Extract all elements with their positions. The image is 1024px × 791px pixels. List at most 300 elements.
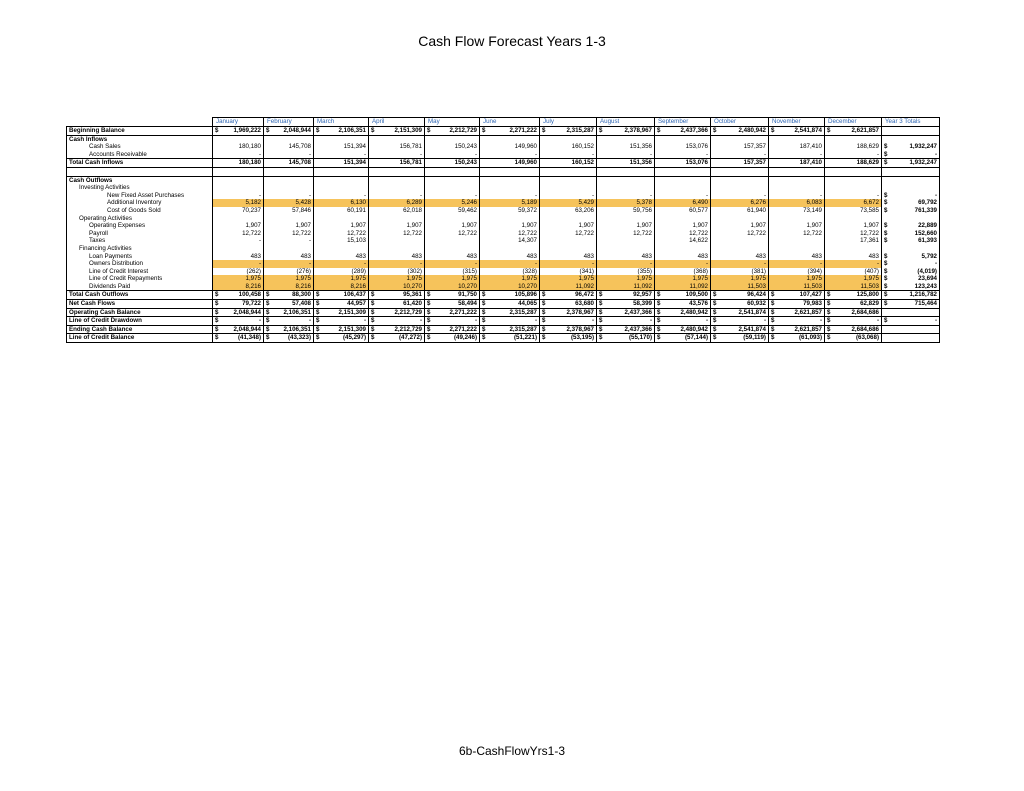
- table-row: [67, 222, 940, 230]
- value-cell: [264, 184, 314, 192]
- value-cell: $ 2,684,686: [825, 308, 882, 317]
- value-cell: 60,191: [314, 207, 369, 215]
- table-row: [67, 237, 940, 245]
- value-cell: 12,722: [769, 230, 825, 238]
- value-cell: $ 2,621,857: [769, 308, 825, 317]
- column-header: April: [369, 118, 425, 127]
- table-body: [67, 127, 940, 343]
- value-cell: 145,708: [264, 143, 314, 151]
- value-cell: 157,357: [711, 159, 769, 168]
- value-cell: 1,907: [769, 222, 825, 230]
- row-label: Financing Activities: [67, 245, 213, 253]
- value-cell: 8,216: [213, 283, 264, 291]
- row-label: Cash Inflows: [67, 135, 213, 143]
- value-cell: $ (63,068): [825, 334, 882, 343]
- row-label: Line of Credit Repayments: [67, 275, 213, 283]
- value-cell: $ 2,271,222: [425, 325, 480, 334]
- row-label: Total Cash Inflows: [67, 159, 213, 168]
- value-cell: 11,092: [655, 283, 711, 291]
- value-cell: (368): [655, 268, 711, 276]
- sheet-name: 6b-CashFlowYrs1-3: [458, 744, 566, 758]
- value-cell: [825, 176, 882, 184]
- year-total-cell: $ 1,932,247: [882, 143, 940, 151]
- value-cell: $ 2,106,351: [264, 325, 314, 334]
- value-cell: [711, 167, 769, 176]
- value-cell: $ 2,480,942: [711, 127, 769, 136]
- value-cell: [540, 167, 597, 176]
- value-cell: (328): [480, 268, 540, 276]
- row-label: Cash Sales: [67, 143, 213, 151]
- value-cell: 483: [825, 253, 882, 261]
- row-label: Owners Distribution: [67, 260, 213, 268]
- value-cell: 187,410: [769, 143, 825, 151]
- value-cell: 12,722: [369, 230, 425, 238]
- value-cell: $ (61,093): [769, 334, 825, 343]
- value-cell: -: [264, 192, 314, 200]
- year-total-cell: $ -: [882, 151, 940, 159]
- value-cell: $ 2,212,729: [369, 325, 425, 334]
- value-cell: [540, 245, 597, 253]
- value-cell: 1,975: [425, 275, 480, 283]
- value-cell: $ -: [825, 317, 882, 326]
- value-cell: 1,975: [314, 275, 369, 283]
- column-header: November: [769, 118, 825, 127]
- value-cell: [369, 167, 425, 176]
- value-cell: $ -: [540, 317, 597, 326]
- year-total-cell: $ (4,019): [882, 268, 940, 276]
- value-cell: [369, 135, 425, 143]
- year-total-cell: $ 5,792: [882, 253, 940, 261]
- value-cell: [825, 245, 882, 253]
- table-row: [67, 325, 940, 334]
- value-cell: 73,149: [769, 207, 825, 215]
- value-cell: [655, 135, 711, 143]
- value-cell: 1,975: [825, 275, 882, 283]
- value-cell: [213, 135, 264, 143]
- value-cell: $ -: [597, 317, 655, 326]
- value-cell: 11,092: [597, 283, 655, 291]
- value-cell: $ 2,437,366: [597, 308, 655, 317]
- value-cell: 1,975: [711, 275, 769, 283]
- row-label: Dividends Paid: [67, 283, 213, 291]
- value-cell: 1,907: [711, 222, 769, 230]
- row-label: Payroll: [67, 230, 213, 238]
- value-cell: [314, 245, 369, 253]
- value-cell: 12,722: [540, 230, 597, 238]
- column-header: December: [825, 118, 882, 127]
- value-cell: 1,975: [597, 275, 655, 283]
- value-cell: [825, 215, 882, 223]
- value-cell: [540, 237, 597, 245]
- value-cell: [540, 215, 597, 223]
- value-cell: (262): [213, 268, 264, 276]
- year-total-cell: $ 23,694: [882, 275, 940, 283]
- value-cell: 10,270: [480, 283, 540, 291]
- value-cell: $ 88,300: [264, 291, 314, 300]
- row-label: Operating Cash Balance: [67, 308, 213, 317]
- value-cell: 12,722: [825, 230, 882, 238]
- value-cell: $ 60,932: [711, 300, 769, 309]
- value-cell: 151,394: [314, 159, 369, 168]
- value-cell: 70,237: [213, 207, 264, 215]
- value-cell: (394): [769, 268, 825, 276]
- year-total-cell: $ 69,792: [882, 199, 940, 207]
- value-cell: [769, 135, 825, 143]
- value-cell: [769, 215, 825, 223]
- year-total-cell: [882, 245, 940, 253]
- value-cell: [825, 184, 882, 192]
- value-cell: 153,076: [655, 159, 711, 168]
- value-cell: -: [480, 151, 540, 159]
- value-cell: 187,410: [769, 159, 825, 168]
- value-cell: 59,756: [597, 207, 655, 215]
- value-cell: $ 96,424: [711, 291, 769, 300]
- value-cell: [655, 167, 711, 176]
- year-total-cell: $ 715,464: [882, 300, 940, 309]
- value-cell: -: [314, 151, 369, 159]
- value-cell: 483: [369, 253, 425, 261]
- value-cell: $ (43,323): [264, 334, 314, 343]
- year-total-cell: $ -: [882, 260, 940, 268]
- value-cell: $ 2,541,874: [711, 325, 769, 334]
- value-cell: [825, 135, 882, 143]
- column-header: October: [711, 118, 769, 127]
- value-cell: [597, 237, 655, 245]
- value-cell: 188,629: [825, 143, 882, 151]
- value-cell: $ 2,048,944: [213, 325, 264, 334]
- value-cell: 11,503: [711, 283, 769, 291]
- column-header: March: [314, 118, 369, 127]
- value-cell: [314, 176, 369, 184]
- value-cell: $ 43,576: [655, 300, 711, 309]
- value-cell: 59,372: [480, 207, 540, 215]
- value-cell: 12,722: [480, 230, 540, 238]
- value-cell: 149,960: [480, 143, 540, 151]
- table-row: [67, 143, 940, 151]
- year-total-cell: [882, 215, 940, 223]
- value-cell: [597, 215, 655, 223]
- value-cell: 188,629: [825, 159, 882, 168]
- value-cell: $ (59,119): [711, 334, 769, 343]
- row-label: New Fixed Asset Purchases: [67, 192, 213, 200]
- value-cell: 145,708: [264, 159, 314, 168]
- year-total-cell: $ 61,393: [882, 237, 940, 245]
- value-cell: 160,152: [540, 159, 597, 168]
- value-cell: $ (45,297): [314, 334, 369, 343]
- value-cell: 151,394: [314, 143, 369, 151]
- row-label: Line of Credit Balance: [67, 334, 213, 343]
- value-cell: 6,672: [825, 199, 882, 207]
- value-cell: 150,243: [425, 143, 480, 151]
- value-cell: 62,018: [369, 207, 425, 215]
- value-cell: 483: [314, 253, 369, 261]
- value-cell: $ -: [425, 317, 480, 326]
- column-header: January: [213, 118, 264, 127]
- value-cell: 1,907: [825, 222, 882, 230]
- value-cell: 17,361: [825, 237, 882, 245]
- value-cell: $ -: [711, 317, 769, 326]
- table-row: [67, 334, 940, 343]
- value-cell: $ 2,212,729: [425, 127, 480, 136]
- value-cell: 157,357: [711, 143, 769, 151]
- value-cell: $ 2,271,222: [480, 127, 540, 136]
- value-cell: -: [264, 237, 314, 245]
- value-cell: $ 2,541,874: [711, 308, 769, 317]
- value-cell: [314, 135, 369, 143]
- value-cell: $ (53,195): [540, 334, 597, 343]
- value-cell: (289): [314, 268, 369, 276]
- value-cell: [480, 184, 540, 192]
- value-cell: $ 100,458: [213, 291, 264, 300]
- value-cell: $ 2,621,857: [825, 127, 882, 136]
- value-cell: $ 107,427: [769, 291, 825, 300]
- value-cell: $ 57,408: [264, 300, 314, 309]
- value-cell: [425, 176, 480, 184]
- value-cell: 10,270: [425, 283, 480, 291]
- value-cell: [480, 176, 540, 184]
- year-total-cell: [882, 325, 940, 334]
- value-cell: 483: [480, 253, 540, 261]
- value-cell: (381): [711, 268, 769, 276]
- value-cell: [711, 245, 769, 253]
- value-cell: 1,907: [264, 222, 314, 230]
- value-cell: 5,429: [540, 199, 597, 207]
- value-cell: 14,622: [655, 237, 711, 245]
- value-cell: 483: [597, 253, 655, 261]
- row-label: Line of Credit Interest: [67, 268, 213, 276]
- value-cell: [825, 167, 882, 176]
- value-cell: 6,276: [711, 199, 769, 207]
- value-cell: $ 125,800: [825, 291, 882, 300]
- value-cell: -: [597, 151, 655, 159]
- value-cell: 73,585: [825, 207, 882, 215]
- column-header: August: [597, 118, 655, 127]
- value-cell: [369, 245, 425, 253]
- value-cell: -: [597, 260, 655, 268]
- value-cell: [540, 176, 597, 184]
- value-cell: 180,180: [213, 143, 264, 151]
- value-cell: 5,182: [213, 199, 264, 207]
- value-cell: $ 2,151,309: [369, 127, 425, 136]
- value-cell: $ 95,361: [369, 291, 425, 300]
- row-label: Additional Inventory: [67, 199, 213, 207]
- page-title: Cash Flow Forecast Years 1-3: [418, 33, 606, 49]
- value-cell: $ 2,480,942: [655, 308, 711, 317]
- value-cell: $ 2,048,944: [264, 127, 314, 136]
- year-total-cell: $ 22,889: [882, 222, 940, 230]
- value-cell: [264, 176, 314, 184]
- value-cell: [769, 184, 825, 192]
- value-cell: 483: [655, 253, 711, 261]
- value-cell: [480, 215, 540, 223]
- table-row: [67, 308, 940, 317]
- column-header: June: [480, 118, 540, 127]
- value-cell: -: [369, 260, 425, 268]
- row-label: [67, 167, 213, 176]
- value-cell: 5,378: [597, 199, 655, 207]
- value-cell: (407): [825, 268, 882, 276]
- value-cell: $ 2,151,309: [314, 325, 369, 334]
- value-cell: [711, 176, 769, 184]
- value-cell: 6,083: [769, 199, 825, 207]
- value-cell: [769, 176, 825, 184]
- value-cell: 180,180: [213, 159, 264, 168]
- value-cell: [264, 167, 314, 176]
- value-cell: $ 2,437,366: [655, 127, 711, 136]
- year-total-cell: $ 123,243: [882, 283, 940, 291]
- value-cell: $ -: [655, 317, 711, 326]
- value-cell: $ 2,541,874: [769, 127, 825, 136]
- value-cell: $ 2,048,944: [213, 308, 264, 317]
- row-label: Accounts Receivable: [67, 151, 213, 159]
- value-cell: -: [825, 260, 882, 268]
- value-cell: [213, 176, 264, 184]
- table-row: [67, 151, 940, 159]
- value-cell: $ 2,378,967: [540, 308, 597, 317]
- month-header-row: [67, 118, 940, 127]
- value-cell: [655, 184, 711, 192]
- value-cell: $ (49,246): [425, 334, 480, 343]
- value-cell: -: [711, 260, 769, 268]
- value-cell: $ 2,315,287: [480, 325, 540, 334]
- value-cell: $ (51,221): [480, 334, 540, 343]
- value-cell: $ 92,957: [597, 291, 655, 300]
- value-cell: [425, 237, 480, 245]
- value-cell: -: [314, 260, 369, 268]
- table-row: [67, 283, 940, 291]
- table-row: [67, 127, 940, 136]
- value-cell: 12,722: [264, 230, 314, 238]
- value-cell: [597, 184, 655, 192]
- year-total-cell: [882, 308, 940, 317]
- year-total-cell: $ -: [882, 192, 940, 200]
- year-total-cell: $ 1,216,782: [882, 291, 940, 300]
- table-row: [67, 159, 940, 168]
- value-cell: 1,975: [480, 275, 540, 283]
- value-cell: 1,907: [480, 222, 540, 230]
- value-cell: 61,940: [711, 207, 769, 215]
- value-cell: $ 58,399: [597, 300, 655, 309]
- value-cell: 1,975: [655, 275, 711, 283]
- value-cell: [711, 135, 769, 143]
- row-label: Beginning Balance: [67, 127, 213, 136]
- value-cell: $ 91,750: [425, 291, 480, 300]
- table-row: [67, 184, 940, 192]
- table-row: [67, 176, 940, 184]
- value-cell: [769, 237, 825, 245]
- value-cell: 59,462: [425, 207, 480, 215]
- value-cell: -: [825, 192, 882, 200]
- value-cell: 11,092: [540, 283, 597, 291]
- value-cell: $ 63,680: [540, 300, 597, 309]
- value-cell: -: [213, 151, 264, 159]
- value-cell: $ 2,315,287: [540, 127, 597, 136]
- row-label: Cash Outflows: [67, 176, 213, 184]
- value-cell: 1,975: [369, 275, 425, 283]
- value-cell: [425, 167, 480, 176]
- value-cell: (355): [597, 268, 655, 276]
- value-cell: 12,722: [213, 230, 264, 238]
- value-cell: $ -: [213, 317, 264, 326]
- value-cell: 483: [264, 253, 314, 261]
- value-cell: 160,152: [540, 143, 597, 151]
- cash-flow-table: [66, 117, 940, 343]
- value-cell: [655, 245, 711, 253]
- value-cell: $ (41,348): [213, 334, 264, 343]
- value-cell: -: [369, 192, 425, 200]
- column-header: May: [425, 118, 480, 127]
- value-cell: [711, 215, 769, 223]
- year-total-cell: [882, 167, 940, 176]
- table-row: [67, 268, 940, 276]
- value-cell: 483: [213, 253, 264, 261]
- value-cell: (276): [264, 268, 314, 276]
- value-cell: 483: [540, 253, 597, 261]
- row-label: Total Cash Outflows: [67, 291, 213, 300]
- table-row: [67, 275, 940, 283]
- value-cell: $ -: [769, 317, 825, 326]
- value-cell: -: [825, 151, 882, 159]
- value-cell: 151,356: [597, 143, 655, 151]
- value-cell: [540, 135, 597, 143]
- value-cell: $ 2,315,287: [480, 308, 540, 317]
- value-cell: [369, 184, 425, 192]
- value-cell: -: [655, 260, 711, 268]
- table-row: [67, 135, 940, 143]
- value-cell: [769, 245, 825, 253]
- value-cell: -: [213, 260, 264, 268]
- value-cell: [264, 135, 314, 143]
- value-cell: -: [213, 237, 264, 245]
- year-total-cell: $ -: [882, 317, 940, 326]
- value-cell: -: [769, 192, 825, 200]
- value-cell: -: [540, 260, 597, 268]
- value-cell: 1,975: [540, 275, 597, 283]
- value-cell: [540, 184, 597, 192]
- value-cell: [480, 135, 540, 143]
- value-cell: 12,722: [711, 230, 769, 238]
- value-cell: $ -: [264, 317, 314, 326]
- value-cell: $ 109,500: [655, 291, 711, 300]
- value-cell: $ 58,494: [425, 300, 480, 309]
- value-cell: [597, 245, 655, 253]
- value-cell: [369, 176, 425, 184]
- row-label: Net Cash Flows: [67, 300, 213, 309]
- value-cell: 12,722: [314, 230, 369, 238]
- value-cell: [314, 184, 369, 192]
- value-cell: $ -: [480, 317, 540, 326]
- value-cell: [597, 167, 655, 176]
- value-cell: [597, 176, 655, 184]
- value-cell: 153,076: [655, 143, 711, 151]
- value-cell: $ 2,437,366: [597, 325, 655, 334]
- value-cell: -: [540, 192, 597, 200]
- value-cell: $ (47,272): [369, 334, 425, 343]
- row-label: Taxes: [67, 237, 213, 245]
- value-cell: 11,503: [769, 283, 825, 291]
- value-cell: 1,975: [264, 275, 314, 283]
- value-cell: $ 2,106,351: [314, 127, 369, 136]
- value-cell: [711, 237, 769, 245]
- value-cell: 63,206: [540, 207, 597, 215]
- value-cell: 483: [769, 253, 825, 261]
- value-cell: $ 2,378,967: [540, 325, 597, 334]
- value-cell: [711, 184, 769, 192]
- value-cell: [425, 215, 480, 223]
- value-cell: $ -: [314, 317, 369, 326]
- row-label: Investing Activities: [67, 184, 213, 192]
- value-cell: $ 79,722: [213, 300, 264, 309]
